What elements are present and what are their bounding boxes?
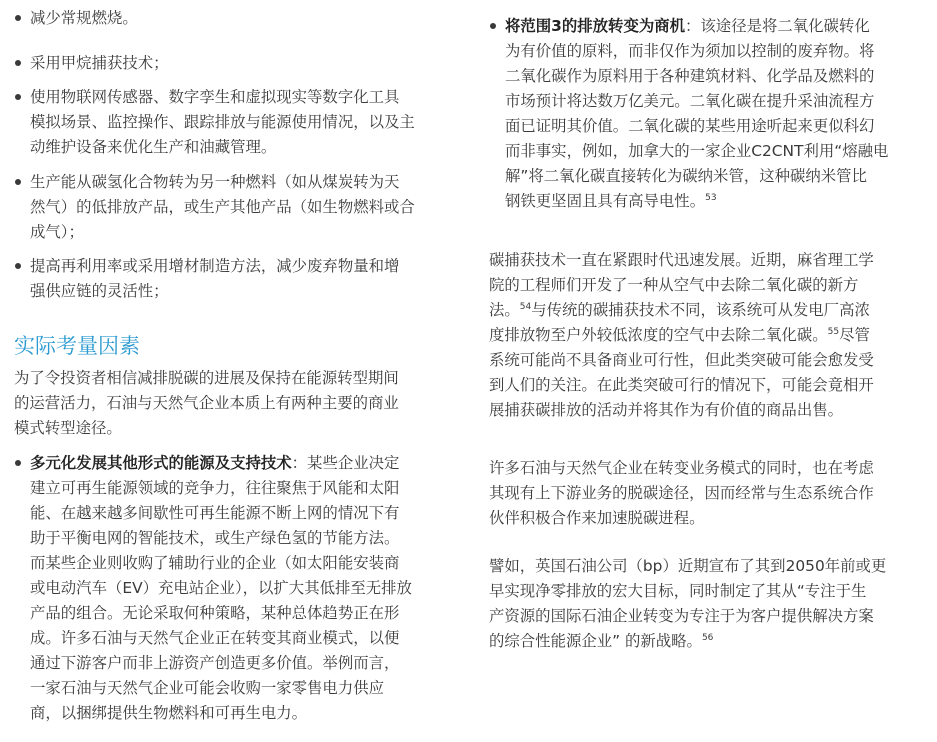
bullet-dot-icon [15, 179, 21, 185]
footnote-ref: 56 [701, 632, 714, 643]
capture-paragraph [489, 248, 929, 423]
bullet-paragraph [505, 14, 937, 214]
bullet-paragraph [30, 451, 478, 726]
bullet-lead: 将范围3的排放转变为商机 [505, 17, 686, 35]
bullet-dot-icon [15, 460, 21, 466]
bullet-dot-icon [15, 60, 21, 66]
footnote-ref: 54 [519, 301, 532, 312]
footnote-ref: 53 [705, 192, 717, 203]
footnote-ref: 55 [827, 326, 840, 337]
list-item-diversify [14, 451, 478, 726]
bullet-dot-icon [15, 263, 21, 269]
bp-text: 譬如，英国石油公司（bp）近期宣布了其到2050年前或更 早实现净零排放的宏大目标，同时制定了其从“专注于生 产资源的国际石油企业转变为专注于为客户提供解决方案 的综合性能源企业” 的新战略。 [489, 557, 887, 650]
bullet-text: 使用物联网传感器、数字孪生和虚拟现实等数字化工具 模拟场景、监控操作、跟踪排放与能源使用情况，以及主 动维护设备来优化生产和油藏管理。 [30, 88, 415, 156]
capture-text-2: 与传统的碳捕获技术不同，该系统可从发电厂高浓 度排放物至户外较低浓度的空气中去除二氧化碳。 [489, 301, 870, 344]
bullet-dot-icon [15, 15, 21, 21]
bullet-dot-icon [490, 23, 496, 29]
bullet-text: 提高再利用率或采用增材制造方法，减少废弃物量和增 强供应链的灵活性； [30, 257, 400, 300]
list-item [14, 85, 478, 160]
list-item [14, 170, 478, 245]
list-item [14, 6, 478, 31]
bullet-body: ：某些企业决定 建立可再生能源领域的竞争力，往往聚焦于风能和太阳 能、在越来越多间歇性可再生能源不断上网的情况下有 助于平衡电网的智能技术，或生产绿色氢的节能方法。 而某些企业则收购了辅助行业的企业（如太阳能安装商 或电动汽车（EV）充电站企业），以扩大其低排至无排放 产品的组合。无论采取何种策略，某种总体趋势正在形 成。许多石油与天然气企业正在转变其商业模式，以便 通过下游客户而非上游资产创造更多价值。举例而言， 一家石油与天然气企业可能会收购一家零售电力供应 商，以捆绑提供生物燃料和可再生电力。 [30, 454, 412, 722]
bullet-text: 生产能从碳氢化合物转为另一种燃料（如从煤炭转为天 然气）的低排放产品，或生产其他产品（如生物燃料或合 成气）； [30, 173, 415, 241]
bullet-lead: 多元化发展其他形式的能源及支持技术 [30, 454, 292, 472]
bullet-text: 采用甲烷捕获技术； [30, 54, 169, 72]
bullet-body: ：该途径是将二氧化碳转化 为有价值的原料，而非仅作为须加以控制的废弃物。将 二氧化碳作为原料用于各种建筑材料、化学品及燃料的 市场预计将达数万亿美元。二氧化碳在提升采油流程方 面已证明其价值。二氧化碳的某些用途听起来更似科幻 而非事实，例如，加拿大的一家企业C2CNT利用“熔融电 解”将二氧化碳直接转化为碳纳米管，这种碳纳米管比 钢铁更坚固且具有高导电性。 [505, 17, 889, 210]
business-models-paragraph: 许多石油与天然气企业在转变业务模式的同时，也在考虑 其现有上下游业务的脱碳途径，因而经常与生态系统合作 伙伴积极合作来加速脱碳进程。 [489, 459, 874, 527]
bp-paragraph [489, 554, 929, 654]
intro-paragraph: 为了令投资者相信减排脱碳的进展及保持在能源转型期间 的运营活力，石油与天然气企业本质上有两种主要的商业 模式转型途径。 [14, 369, 399, 437]
bullet-text: 减少常规燃烧。 [30, 9, 138, 27]
section-heading: 实际考量因素 [14, 334, 140, 358]
capture-text-3: 尽管 系统可能尚不具备商业可行性，但此类突破可能会愈发受 到人们的关注。在此类突破可行的情况下，可能会竟相开 展捕获碳排放的活动并将其作为有价值的商品出售。 [489, 326, 874, 419]
list-item [14, 51, 478, 76]
list-item-scope3 [489, 14, 937, 214]
bullet-dot-icon [15, 94, 21, 100]
capture-text-1: 碳捕获技术一直在紧跟时代迅速发展。近期，麻省理工学 院的工程师们开发了一种从空气中去除二氧化碳的新方 法。 [489, 251, 874, 319]
list-item [14, 254, 478, 304]
